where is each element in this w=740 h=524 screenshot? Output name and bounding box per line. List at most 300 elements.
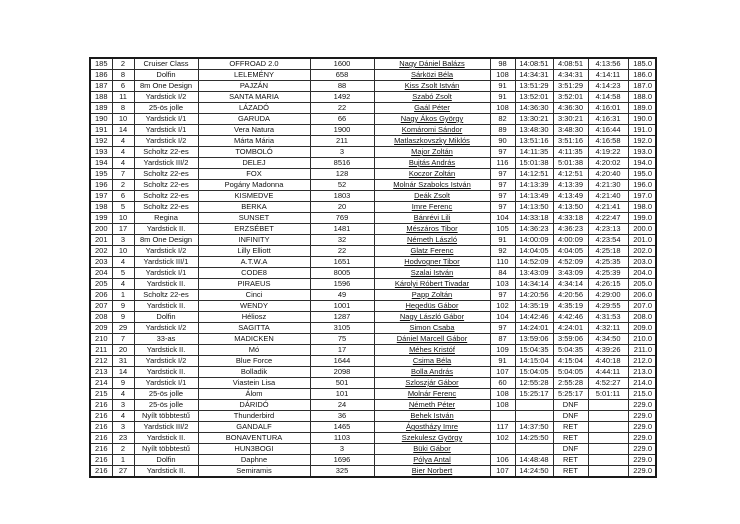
corrected-time-cell: 4:21:41 — [588, 202, 628, 213]
sail-number-cell: 52 — [310, 180, 374, 191]
skipper-link[interactable]: Bujtás András — [408, 158, 456, 167]
skipper-link[interactable]: Dániel Marcell Gábor — [396, 334, 468, 343]
table-row — [90, 411, 656, 422]
sail-number-cell: 22 — [310, 103, 374, 114]
points-cell: 193.0 — [628, 147, 656, 158]
entry-number-cell: 3 — [112, 422, 134, 433]
yardstick-cell: 90 — [490, 136, 515, 147]
skipper-cell — [374, 301, 490, 312]
class-cell: Yardstick I/2 — [134, 246, 198, 257]
table-row — [90, 125, 656, 136]
class-cell: Scholtz 22-es — [134, 290, 198, 301]
corrected-time-cell — [588, 400, 628, 411]
skipper-link[interactable]: Kiss Zsolt István — [404, 81, 460, 90]
yardstick-cell: 102 — [490, 301, 515, 312]
entry-number-cell: 5 — [112, 268, 134, 279]
skipper-link[interactable]: Büki Gábor — [413, 444, 451, 453]
entry-number-cell: 8 — [112, 70, 134, 81]
corrected-time-cell: 4:14:23 — [588, 81, 628, 92]
rank-cell: 186 — [90, 70, 112, 81]
points-cell: 208.0 — [628, 312, 656, 323]
skipper-link[interactable]: Bánrévi Lili — [413, 213, 451, 222]
points-cell: 185.0 — [628, 58, 656, 70]
skipper-cell — [374, 411, 490, 422]
finish-time-cell — [515, 411, 553, 422]
boat-name-cell: PIRAEUS — [198, 279, 310, 290]
sail-number-cell: 1803 — [310, 191, 374, 202]
boat-name-cell: Álom — [198, 389, 310, 400]
table-row — [90, 389, 656, 400]
sail-number-cell: 1651 — [310, 257, 374, 268]
entry-number-cell: 8 — [112, 103, 134, 114]
entry-number-cell: 2 — [112, 58, 134, 70]
finish-time-cell: 14:13:50 — [515, 202, 553, 213]
entry-number-cell: 6 — [112, 81, 134, 92]
entry-number-cell: 2 — [112, 180, 134, 191]
class-cell: Cruiser Class — [134, 58, 198, 70]
elapsed-time-cell: 4:52:09 — [553, 257, 588, 268]
skipper-cell — [374, 367, 490, 378]
skipper-link[interactable]: Papp Zoltán — [411, 290, 453, 299]
finish-time-cell: 14:00:09 — [515, 235, 553, 246]
entry-number-cell: 6 — [112, 191, 134, 202]
points-cell: 201.0 — [628, 235, 656, 246]
table-row — [90, 58, 656, 70]
rank-cell: 205 — [90, 279, 112, 290]
rank-cell: 192 — [90, 136, 112, 147]
skipper-link[interactable]: Sárközi Béla — [410, 70, 454, 79]
finish-time-cell — [515, 400, 553, 411]
points-cell: 229.0 — [628, 455, 656, 466]
table-row — [90, 191, 656, 202]
elapsed-time-cell: 5:01:38 — [553, 158, 588, 169]
table-row — [90, 103, 656, 114]
boat-name-cell: MADICKEN — [198, 334, 310, 345]
corrected-time-cell — [588, 444, 628, 455]
skipper-link[interactable]: Károlyi Róbert Tivadar — [394, 279, 470, 288]
finish-time-cell: 14:12:51 — [515, 169, 553, 180]
sail-number-cell: 1696 — [310, 455, 374, 466]
skipper-link[interactable]: Gaál Péter — [414, 103, 450, 112]
yardstick-cell: 105 — [490, 224, 515, 235]
table-row — [90, 169, 656, 180]
class-cell: Yardstick I/2 — [134, 356, 198, 367]
corrected-time-cell: 4:13:56 — [588, 58, 628, 70]
rank-cell: 216 — [90, 422, 112, 433]
skipper-cell — [374, 224, 490, 235]
class-cell: Yardstick II. — [134, 466, 198, 478]
table-row — [90, 466, 656, 478]
class-cell: 8m One Design — [134, 235, 198, 246]
skipper-link[interactable]: Németh László — [406, 235, 458, 244]
finish-time-cell: 15:04:35 — [515, 345, 553, 356]
skipper-link[interactable]: Bier Norbert — [411, 466, 453, 475]
skipper-cell — [374, 169, 490, 180]
yardstick-cell: 97 — [490, 290, 515, 301]
skipper-link[interactable]: Molnár Ferenc — [407, 389, 457, 398]
yardstick-cell: 108 — [490, 400, 515, 411]
yardstick-cell: 116 — [490, 158, 515, 169]
points-cell: 195.0 — [628, 169, 656, 180]
skipper-link[interactable]: Simon Csaba — [409, 323, 455, 332]
points-cell: 204.0 — [628, 268, 656, 279]
points-cell: 229.0 — [628, 433, 656, 444]
skipper-link[interactable]: Nagy Dániel Balázs — [399, 59, 465, 68]
points-cell: 199.0 — [628, 213, 656, 224]
boat-name-cell: Márta Mária — [198, 136, 310, 147]
skipper-link[interactable]: Szabó Zsolt — [412, 92, 452, 101]
boat-name-cell: TOMBOLÓ — [198, 147, 310, 158]
sail-number-cell: 211 — [310, 136, 374, 147]
skipper-cell — [374, 334, 490, 345]
finish-time-cell: 13:51:29 — [515, 81, 553, 92]
rank-cell: 198 — [90, 202, 112, 213]
sail-number-cell: 8005 — [310, 268, 374, 279]
table-row — [90, 422, 656, 433]
skipper-cell — [374, 136, 490, 147]
finish-time-cell: 14:20:56 — [515, 290, 553, 301]
entry-number-cell: 7 — [112, 334, 134, 345]
corrected-time-cell: 4:23:54 — [588, 235, 628, 246]
skipper-cell — [374, 279, 490, 290]
finish-time-cell: 13:43:09 — [515, 268, 553, 279]
table-row — [90, 444, 656, 455]
points-cell: 229.0 — [628, 422, 656, 433]
sail-number-cell: 88 — [310, 81, 374, 92]
entry-number-cell: 17 — [112, 224, 134, 235]
skipper-link[interactable]: Molnár Szabolcs István — [393, 180, 471, 189]
points-cell: 190.0 — [628, 114, 656, 125]
entry-number-cell: 3 — [112, 400, 134, 411]
sail-number-cell: 1103 — [310, 433, 374, 444]
points-cell: 214.0 — [628, 378, 656, 389]
elapsed-time-cell: 4:11:35 — [553, 147, 588, 158]
boat-name-cell: DELEJ — [198, 158, 310, 169]
elapsed-time-cell: 3:43:09 — [553, 268, 588, 279]
entry-number-cell: 20 — [112, 345, 134, 356]
elapsed-time-cell: 4:13:39 — [553, 180, 588, 191]
sail-number-cell: 66 — [310, 114, 374, 125]
skipper-link[interactable]: Imre Ferenc — [411, 202, 453, 211]
boat-name-cell: A.T.W.A — [198, 257, 310, 268]
corrected-time-cell: 4:44:11 — [588, 367, 628, 378]
entry-number-cell: 4 — [112, 136, 134, 147]
skipper-cell — [374, 345, 490, 356]
table-row — [90, 312, 656, 323]
table-row — [90, 81, 656, 92]
rank-cell: 213 — [90, 367, 112, 378]
class-cell: Nyílt többtestű — [134, 444, 198, 455]
skipper-cell — [374, 81, 490, 92]
sail-number-cell: 128 — [310, 169, 374, 180]
table-row — [90, 158, 656, 169]
corrected-time-cell: 4:16:44 — [588, 125, 628, 136]
entry-number-cell: 11 — [112, 92, 134, 103]
boat-name-cell: LÁZADÓ — [198, 103, 310, 114]
corrected-time-cell: 4:29:55 — [588, 301, 628, 312]
skipper-link[interactable]: Hodvogner Tibor — [404, 257, 460, 266]
sail-number-cell: 1492 — [310, 92, 374, 103]
skipper-link[interactable]: Ágostházy Imre — [405, 422, 459, 431]
skipper-link[interactable]: Németh Péter — [408, 400, 456, 409]
table-row — [90, 455, 656, 466]
yardstick-cell: 87 — [490, 334, 515, 345]
skipper-link[interactable]: Méhes Kristóf — [409, 345, 455, 354]
elapsed-time-cell: 4:35:19 — [553, 301, 588, 312]
skipper-link[interactable]: Nagy László Gábor — [399, 312, 465, 321]
yardstick-cell: 117 — [490, 422, 515, 433]
skipper-cell — [374, 246, 490, 257]
elapsed-time-cell: RET — [553, 433, 588, 444]
skipper-link[interactable]: Csima Béla — [412, 356, 452, 365]
rank-cell: 204 — [90, 268, 112, 279]
boat-name-cell: BERKA — [198, 202, 310, 213]
boat-name-cell: CODE8 — [198, 268, 310, 279]
points-cell: 203.0 — [628, 257, 656, 268]
class-cell: Yardstick I/2 — [134, 136, 198, 147]
yardstick-cell: 107 — [490, 367, 515, 378]
corrected-time-cell: 4:25:35 — [588, 257, 628, 268]
points-cell: 186.0 — [628, 70, 656, 81]
corrected-time-cell: 4:22:47 — [588, 213, 628, 224]
class-cell: Yardstick II. — [134, 301, 198, 312]
sail-number-cell: 1481 — [310, 224, 374, 235]
boat-name-cell: FOX — [198, 169, 310, 180]
table-row — [90, 213, 656, 224]
rank-cell: 212 — [90, 356, 112, 367]
table-row — [90, 268, 656, 279]
table-row — [90, 235, 656, 246]
table-row — [90, 246, 656, 257]
skipper-cell — [374, 444, 490, 455]
points-cell: 191.0 — [628, 125, 656, 136]
rank-cell: 189 — [90, 103, 112, 114]
entry-number-cell: 14 — [112, 367, 134, 378]
skipper-cell — [374, 400, 490, 411]
skipper-link[interactable]: Szloszjár Gábor — [405, 378, 459, 387]
class-cell: Scholtz 22-es — [134, 169, 198, 180]
sail-number-cell: 658 — [310, 70, 374, 81]
corrected-time-cell: 4:16:01 — [588, 103, 628, 114]
corrected-time-cell: 4:26:15 — [588, 279, 628, 290]
points-cell: 202.0 — [628, 246, 656, 257]
skipper-link[interactable]: Szalai István — [410, 268, 454, 277]
skipper-cell — [374, 389, 490, 400]
elapsed-time-cell: 4:15:04 — [553, 356, 588, 367]
corrected-time-cell: 4:19:22 — [588, 147, 628, 158]
boat-name-cell: PAJZÁN — [198, 81, 310, 92]
points-cell: 229.0 — [628, 444, 656, 455]
elapsed-time-cell: 4:36:23 — [553, 224, 588, 235]
sail-number-cell: 3105 — [310, 323, 374, 334]
finish-time-cell — [515, 444, 553, 455]
elapsed-time-cell: RET — [553, 455, 588, 466]
table-row — [90, 345, 656, 356]
elapsed-time-cell: 4:00:09 — [553, 235, 588, 246]
skipper-link[interactable]: Glatz Ferenc — [410, 246, 454, 255]
elapsed-time-cell: 4:08:51 — [553, 58, 588, 70]
rank-cell: 187 — [90, 81, 112, 92]
sail-number-cell: 1900 — [310, 125, 374, 136]
table-row — [90, 279, 656, 290]
skipper-link[interactable]: Komáromi Sándor — [401, 125, 463, 134]
points-cell: 212.0 — [628, 356, 656, 367]
rank-cell: 203 — [90, 257, 112, 268]
points-cell: 205.0 — [628, 279, 656, 290]
skipper-link[interactable]: Pólya Antal — [413, 455, 451, 464]
corrected-time-cell: 4:23:13 — [588, 224, 628, 235]
skipper-cell — [374, 70, 490, 81]
yardstick-cell: 91 — [490, 92, 515, 103]
entry-number-cell: 4 — [112, 411, 134, 422]
boat-name-cell: Pogány Madonna — [198, 180, 310, 191]
sail-number-cell: 769 — [310, 213, 374, 224]
class-cell: Scholtz 22-es — [134, 180, 198, 191]
boat-name-cell: ERZSÉBET — [198, 224, 310, 235]
elapsed-time-cell: RET — [553, 466, 588, 478]
points-cell: 198.0 — [628, 202, 656, 213]
skipper-cell — [374, 378, 490, 389]
skipper-link[interactable]: Nagy Ákos György — [400, 114, 464, 123]
class-cell: Scholtz 22-es — [134, 202, 198, 213]
entry-number-cell: 9 — [112, 301, 134, 312]
boat-name-cell: Lilly Elliott — [198, 246, 310, 257]
points-cell: 189.0 — [628, 103, 656, 114]
rank-cell: 210 — [90, 334, 112, 345]
skipper-cell — [374, 235, 490, 246]
skipper-link[interactable]: Major Zoltán — [411, 147, 453, 156]
entry-number-cell: 5 — [112, 202, 134, 213]
entry-number-cell: 4 — [112, 279, 134, 290]
finish-time-cell: 12:55:28 — [515, 378, 553, 389]
yardstick-cell: 97 — [490, 191, 515, 202]
yardstick-cell: 108 — [490, 389, 515, 400]
class-cell: Nyílt többtestű — [134, 411, 198, 422]
sail-number-cell: 49 — [310, 290, 374, 301]
sail-number-cell: 1287 — [310, 312, 374, 323]
class-cell: Yardstick II. — [134, 279, 198, 290]
class-cell: Yardstick I/1 — [134, 114, 198, 125]
skipper-cell — [374, 180, 490, 191]
rank-cell: 216 — [90, 411, 112, 422]
corrected-time-cell: 4:52:27 — [588, 378, 628, 389]
finish-time-cell: 14:13:39 — [515, 180, 553, 191]
points-cell: 200.0 — [628, 224, 656, 235]
elapsed-time-cell: 4:34:31 — [553, 70, 588, 81]
rank-cell: 209 — [90, 323, 112, 334]
points-cell: 187.0 — [628, 81, 656, 92]
yardstick-cell: 92 — [490, 246, 515, 257]
elapsed-time-cell: RET — [553, 422, 588, 433]
yardstick-cell: 104 — [490, 213, 515, 224]
skipper-link[interactable]: Koczor Zoltán — [408, 169, 456, 178]
finish-time-cell: 13:48:30 — [515, 125, 553, 136]
skipper-link[interactable]: Bolla András — [410, 367, 454, 376]
elapsed-time-cell: 2:55:28 — [553, 378, 588, 389]
skipper-link[interactable]: Deák Zsolt — [414, 191, 450, 200]
entry-number-cell: 9 — [112, 312, 134, 323]
finish-time-cell: 14:08:51 — [515, 58, 553, 70]
skipper-link[interactable]: Behek István — [410, 411, 454, 420]
sail-number-cell: 1600 — [310, 58, 374, 70]
skipper-cell — [374, 323, 490, 334]
sail-number-cell: 101 — [310, 389, 374, 400]
entry-number-cell: 1 — [112, 290, 134, 301]
elapsed-time-cell: 3:51:16 — [553, 136, 588, 147]
table-row — [90, 114, 656, 125]
elapsed-time-cell: 4:42:46 — [553, 312, 588, 323]
skipper-link[interactable]: Szekulesz György — [401, 433, 463, 442]
points-cell: 206.0 — [628, 290, 656, 301]
class-cell: 8m One Design — [134, 81, 198, 92]
elapsed-time-cell: DNF — [553, 411, 588, 422]
class-cell: Yardstick I/2 — [134, 92, 198, 103]
boat-name-cell: SUNSET — [198, 213, 310, 224]
yardstick-cell: 108 — [490, 103, 515, 114]
yardstick-cell: 84 — [490, 268, 515, 279]
yardstick-cell: 104 — [490, 312, 515, 323]
finish-time-cell: 13:51:16 — [515, 136, 553, 147]
rank-cell: 216 — [90, 444, 112, 455]
yardstick-cell: 106 — [490, 455, 515, 466]
finish-time-cell: 14:24:50 — [515, 466, 553, 478]
entry-number-cell: 4 — [112, 257, 134, 268]
table-row — [90, 400, 656, 411]
skipper-cell — [374, 257, 490, 268]
corrected-time-cell: 5:01:11 — [588, 389, 628, 400]
skipper-link[interactable]: Matlaszkovszky Miklós — [394, 136, 470, 145]
rank-cell: 202 — [90, 246, 112, 257]
yardstick-cell: 108 — [490, 70, 515, 81]
corrected-time-cell: 4:25:39 — [588, 268, 628, 279]
class-cell: Yardstick I/1 — [134, 125, 198, 136]
entry-number-cell: 14 — [112, 125, 134, 136]
class-cell: 25-ös jolle — [134, 103, 198, 114]
corrected-time-cell — [588, 466, 628, 478]
finish-time-cell: 15:04:05 — [515, 367, 553, 378]
elapsed-time-cell: 3:51:29 — [553, 81, 588, 92]
sail-number-cell: 1001 — [310, 301, 374, 312]
points-cell: 192.0 — [628, 136, 656, 147]
points-cell: 213.0 — [628, 367, 656, 378]
elapsed-time-cell: DNF — [553, 400, 588, 411]
entry-number-cell: 4 — [112, 389, 134, 400]
class-cell: Yardstick II. — [134, 345, 198, 356]
sail-number-cell: 32 — [310, 235, 374, 246]
sail-number-cell: 1644 — [310, 356, 374, 367]
corrected-time-cell: 4:14:58 — [588, 92, 628, 103]
class-cell: Dolfin — [134, 312, 198, 323]
elapsed-time-cell: 4:12:51 — [553, 169, 588, 180]
sail-number-cell: 325 — [310, 466, 374, 478]
class-cell: Dolfin — [134, 455, 198, 466]
boat-name-cell: Vera Natura — [198, 125, 310, 136]
entry-number-cell: 7 — [112, 169, 134, 180]
finish-time-cell: 14:37:50 — [515, 422, 553, 433]
rank-cell: 193 — [90, 147, 112, 158]
skipper-link[interactable]: Hegedüs Gábor — [405, 301, 459, 310]
skipper-link[interactable]: Mészáros Tibor — [406, 224, 458, 233]
rank-cell: 201 — [90, 235, 112, 246]
rank-cell: 195 — [90, 169, 112, 180]
class-cell: Scholtz 22-es — [134, 191, 198, 202]
rank-cell: 211 — [90, 345, 112, 356]
boat-name-cell: Bolladik — [198, 367, 310, 378]
yardstick-cell: 109 — [490, 345, 515, 356]
yardstick-cell: 110 — [490, 257, 515, 268]
corrected-time-cell: 4:39:26 — [588, 345, 628, 356]
corrected-time-cell — [588, 422, 628, 433]
